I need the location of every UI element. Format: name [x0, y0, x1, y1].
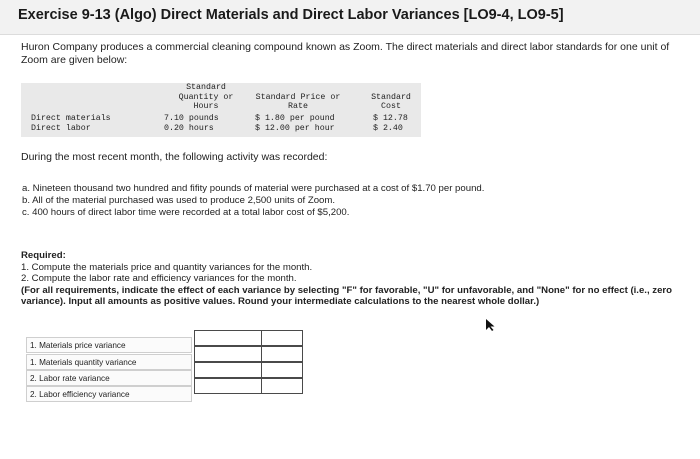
row-label-materials: Direct materials [31, 114, 111, 123]
answer-row-label: 1. Materials price variance [26, 337, 192, 353]
variance-effect-select[interactable] [261, 346, 303, 362]
standards-table [21, 83, 421, 137]
activity-list [22, 183, 484, 219]
required-heading: Required: [21, 250, 66, 261]
variance-effect-select[interactable] [261, 362, 303, 378]
row-label-labor: Direct labor [31, 124, 91, 133]
activity-item: b. All of the material purchased was used to produce 2,500 units of Zoom. [22, 195, 336, 206]
activity-lead: During the most recent month, the following activity was recorded: [21, 151, 328, 163]
row-price-materials: $ 1.80 per pound [255, 114, 335, 123]
header-quantity-line1: Standard [186, 83, 226, 92]
header-bar [0, 0, 700, 35]
header-quantity-line3: Hours [193, 102, 219, 111]
header-cost [361, 93, 421, 112]
mouse-cursor-icon [484, 318, 496, 332]
header-cost-line2: Cost [381, 102, 401, 111]
variance-amount-input[interactable] [194, 378, 263, 394]
page-title: Exercise 9-13 (Algo) Direct Materials and Direct Labor Variances [LO9-4, LO9-5] [18, 7, 564, 23]
header-price-line1: Standard Price or [255, 92, 341, 102]
header-quantity [161, 83, 251, 112]
row-cost-materials: $ 12.78 [373, 114, 408, 123]
variance-effect-select[interactable] [261, 378, 303, 394]
activity-item: c. 400 hours of direct labor time were recorded at a total labor cost of $5,200. [22, 207, 350, 218]
variance-amount-input[interactable] [194, 330, 263, 346]
row-cost-labor: $ 2.40 [373, 124, 403, 133]
variance-effect-select[interactable] [261, 330, 303, 346]
row-quantity-labor: 0.20 hours [164, 124, 214, 133]
header-quantity-line2: Quantity or [178, 92, 234, 102]
variance-amount-input[interactable] [194, 362, 263, 378]
required-item: 2. Compute the labor rate and efficiency variances for the month. [21, 273, 297, 284]
required-item: 1. Compute the materials price and quantity variances for the month. [21, 261, 313, 273]
row-price-labor: $ 12.00 per hour [255, 124, 335, 133]
answer-row-label: 2. Labor rate variance [26, 370, 192, 386]
activity-item: a. Nineteen thousand two hundred and fifity pounds of material were purchased at a cost of $1.70 per pound. [22, 183, 485, 194]
header-price-line2: Rate [288, 102, 308, 111]
answer-row-label: 2. Labor efficiency variance [26, 386, 192, 402]
variance-amount-input[interactable] [194, 346, 263, 362]
required-instructions: (For all requirements, indicate the effect of each variance by selecting "F" for favorable, "U" for unfavorable, and "None" for no effect (i.e., zero variance). Input all amounts as positive values. Round your intermediate calculations to the nearest whole dollar.) [21, 284, 673, 307]
required-section [21, 250, 691, 308]
problem-intro: Huron Company produces a commercial cleaning compound known as Zoom. The direct materials and direct labor standards for one unit of Zoom are given below: [21, 41, 670, 66]
answer-row-label: 1. Materials quantity variance [26, 354, 192, 370]
header-price [243, 93, 353, 112]
row-quantity-materials: 7.10 pounds [164, 114, 219, 123]
header-cost-line1: Standard [371, 92, 411, 102]
